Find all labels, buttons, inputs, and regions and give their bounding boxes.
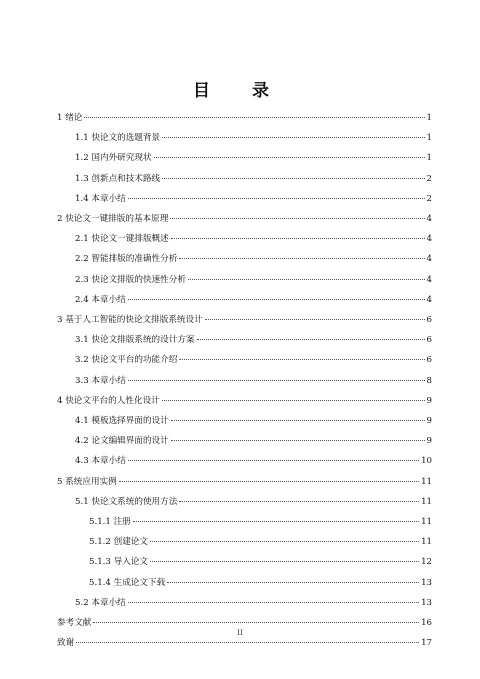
toc-entry[interactable] [75,597,432,609]
toc-entry-label: 4.1 模板选择界面的设计 [75,416,169,426]
toc-entry-page: 1 [426,133,432,144]
toc-entry-label: 3 基于人工智能的快论文排版系统设计 [57,315,203,325]
toc-entry-label: 3.2 快论文平台的功能介绍 [75,355,178,366]
toc-dot-leader [128,602,419,603]
toc-entry[interactable] [75,354,432,366]
toc-entry-label: 2.4 本章小结 [75,294,126,305]
toc-entry[interactable] [75,152,432,164]
toc-entry-page: 11 [421,476,432,487]
toc-entry[interactable] [57,637,432,649]
toc-entry[interactable] [75,334,432,346]
toc-entry-label: 致谢 [57,638,75,649]
toc-entry-page: 11 [421,537,432,548]
toc-entry-page: 2 [426,173,432,184]
toc-entry[interactable] [57,314,432,326]
toc-entry[interactable] [89,556,432,568]
toc-dot-leader [119,481,419,482]
toc-entry-label: 参考文献 [57,618,92,628]
toc-dot-leader [150,541,419,542]
toc-entry-label: 4.3 本章小结 [75,456,126,467]
toc-dot-leader [205,319,425,320]
toc-entry-page: 6 [426,315,432,325]
toc-entry-label: 1.1 快论文的选题背景 [75,133,161,144]
toc-entry-page: 1 [426,153,432,164]
toc-dot-leader [179,501,419,502]
page-number-footer: II [237,629,243,637]
toc-dot-leader [150,561,419,562]
toc-dot-leader [162,137,424,138]
toc-entry-page: 11 [421,517,432,527]
toc-entry[interactable] [75,274,432,286]
toc-entry[interactable] [75,173,432,185]
toc-entry-page: 13 [421,597,432,608]
toc-dot-leader [197,339,425,340]
toc-entry-page: 11 [421,496,432,507]
toc-entry[interactable] [75,375,432,387]
toc-dot-leader [188,279,425,280]
toc-entry[interactable] [75,253,432,265]
toc-entry[interactable] [75,132,432,144]
toc-entry-label: 1 绪论 [57,113,83,123]
toc-entry-label: 1.4 本章小结 [75,193,126,204]
toc-entry-page: 9 [426,436,432,447]
toc-entry-page: 4 [426,234,432,245]
toc-entry[interactable] [57,213,432,225]
toc-entry-label: 2.3 快论文排版的快速性分析 [75,274,186,285]
toc-entry[interactable] [89,516,432,528]
toc-dot-leader [171,238,425,239]
toc-entry-label: 5.1.3 导入论文 [89,557,148,568]
toc-entry[interactable] [75,435,432,447]
toc-entry-page: 4 [426,294,432,305]
toc-entry[interactable] [75,455,432,467]
toc-entry-page: 9 [426,395,432,406]
toc-entry[interactable] [75,233,432,245]
toc-entry-page: 16 [421,618,432,628]
toc-entry-label: 1.3 创新点和技术路线 [75,173,161,184]
toc-entry[interactable] [89,536,432,548]
toc-dot-leader [76,642,419,643]
toc-entry[interactable] [75,496,432,508]
toc-entry-page: 6 [426,335,432,346]
toc-dot-leader [162,400,425,401]
toc-dot-leader [171,420,425,421]
toc-entry-page: 6 [426,355,432,366]
toc-entry-page: 4 [426,274,432,285]
toc-entry-page: 4 [426,214,432,224]
toc-dot-leader [154,157,425,158]
toc-entry-label: 3.1 快论文排版系统的设计方案 [75,335,195,346]
toc-dot-leader [179,258,424,259]
toc-entry-label: 2.2 智能排版的准确性分析 [75,254,178,265]
toc-entry-page: 1 [426,113,432,123]
toc-entry-label: 5.1.1 注册 [89,517,131,527]
toc-entry-label: 1.2 国内外研究现状 [75,153,152,164]
toc-dot-leader [128,198,425,199]
toc-entry-page: 17 [421,638,432,649]
toc-dot-leader [167,582,419,583]
toc-entry-label: 3.3 本章小结 [75,375,126,386]
toc-entry-page: 2 [426,193,432,204]
toc-entry-page: 10 [421,456,432,467]
toc-entry-label: 2.1 快论文一键排版概述 [75,234,169,245]
toc-dot-leader [179,359,424,360]
toc-entry-page: 13 [421,577,432,588]
toc-entry[interactable] [75,294,432,306]
toc-entry[interactable] [57,395,432,407]
toc-entry[interactable] [57,112,432,124]
toc-entry-label: 4.2 论文编辑界面的设计 [75,436,169,447]
toc-dot-leader [84,117,424,118]
toc-dot-leader [128,380,425,381]
toc-entry-page: 4 [426,254,432,265]
toc-dot-leader [171,440,425,441]
toc-dot-leader [170,218,424,219]
toc-dot-leader [162,178,424,179]
toc-entry-label: 2 快论文一键排版的基本原理 [57,214,169,224]
toc-dot-leader [128,460,419,461]
toc-title: 目 录 [193,81,287,101]
toc-entry-label: 5.1 快论文系统的使用方法 [75,496,178,507]
toc-entry[interactable] [89,577,432,589]
toc-entry-label: 5 系统应用实例 [57,476,117,487]
toc-entry[interactable] [57,617,432,629]
toc-dot-leader [133,521,419,522]
toc-entry-label: 4 快论文平台的人性化设计 [57,395,160,406]
toc-entry-page: 8 [426,375,432,386]
toc-entry-label: 5.1.4 生成论文下载 [89,577,166,588]
toc-entry-label: 5.1.2 创建论文 [89,537,148,548]
toc-entry[interactable] [75,193,432,205]
toc-dot-leader [93,622,419,623]
toc-entry-page: 12 [421,557,432,568]
toc-entry[interactable] [57,476,432,488]
toc-entry-label: 5.2 本章小结 [75,597,126,608]
toc-entry[interactable] [75,415,432,427]
toc-dot-leader [128,299,425,300]
toc-entry-page: 9 [426,416,432,426]
